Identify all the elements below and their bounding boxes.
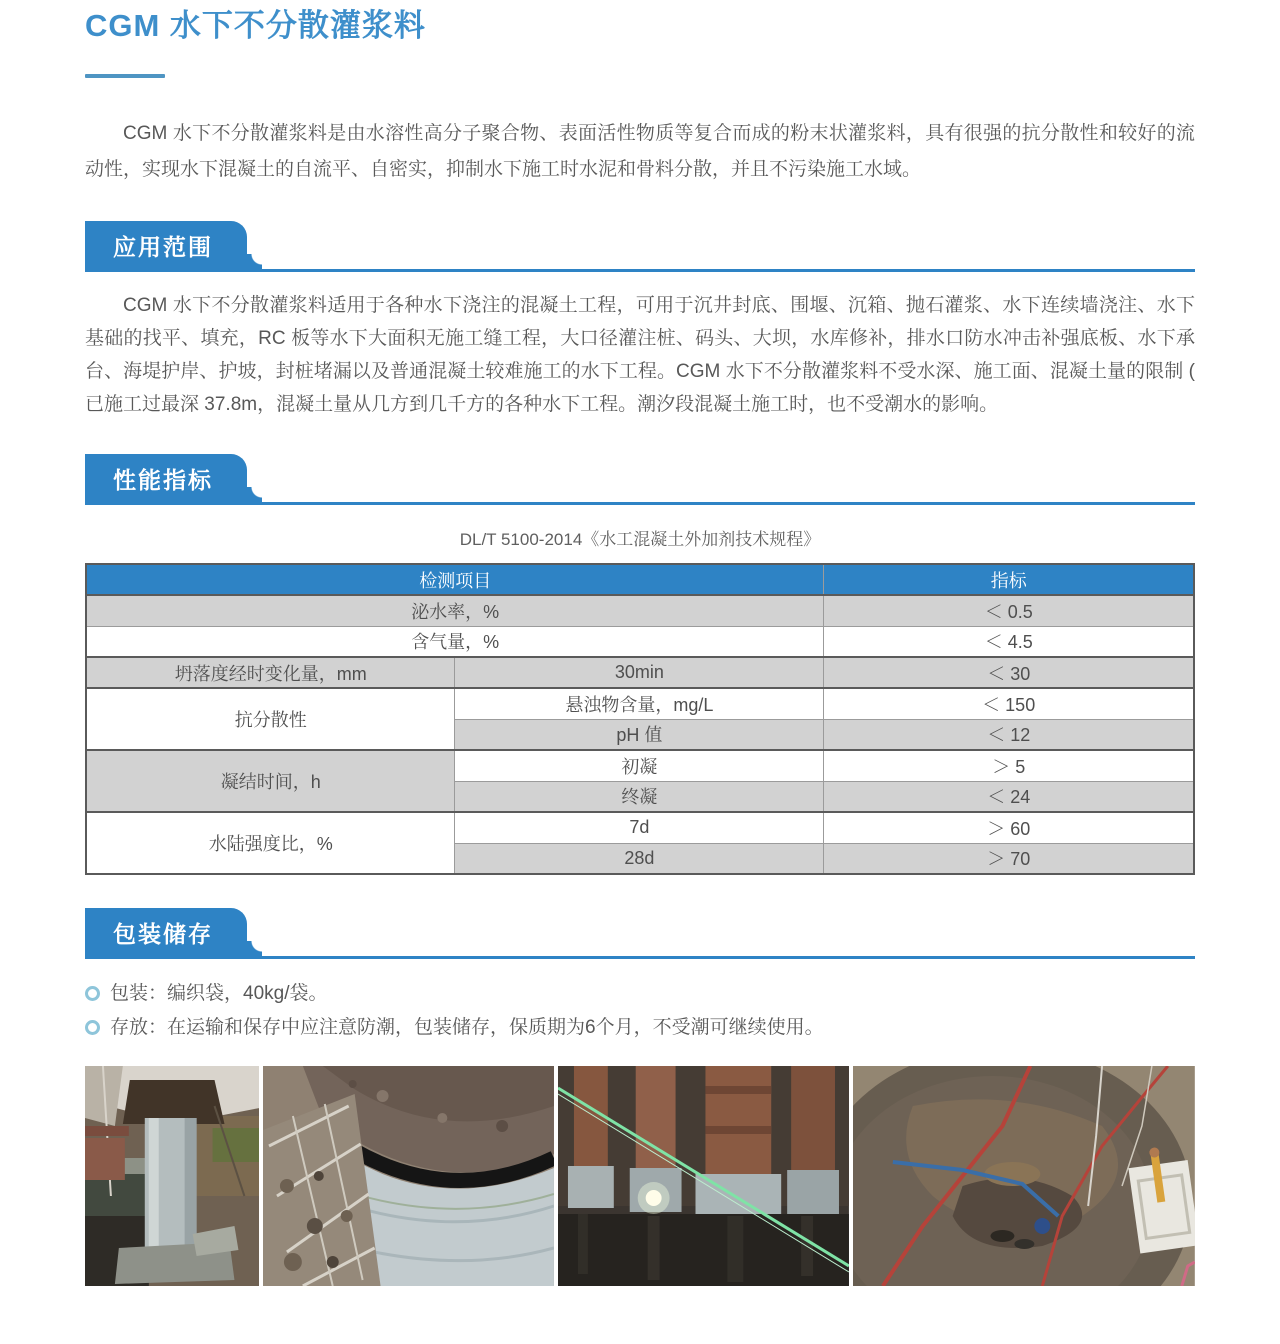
application-paragraph: CGM 水下不分散灌浆料适用于各种水下浇注的混凝土工程，可用于沉井封底、围堰、沉箱、抛石灌浆、水下连续墙浇注、水下基础的找平、填充，RC 板等水下大面积无施工缝工程，大口径灌注桩、码头、大坝，水库修补，排水口防水冲击补强底板、水下承台、海堤护岸、护坡，封桩堵漏以及普通混凝土较难施工的水下工程。CGM 水下不分散灌浆料不受水深、施工面、混凝土量的限制 ( 已施工过最深 37.8m，混凝土量从几方到几千方的各种水下工程。潮汐段混凝土施工时，也不受潮水的影响。 xyxy=(85,295,1195,415)
row-sub-item: 悬浊物含量，mg/L xyxy=(455,688,824,719)
row-sub-item: pH 值 xyxy=(455,719,824,750)
list-item xyxy=(85,977,1195,1010)
bullet-text: 包装：编织袋，40kg/袋。 xyxy=(110,983,328,1004)
row-sub-item: 7d xyxy=(455,812,824,843)
row-sub-item: 28d xyxy=(455,843,824,874)
row-item: 水陆强度比，% xyxy=(86,812,455,874)
table-header-row xyxy=(86,564,1194,595)
project-photo-strip xyxy=(85,1066,1195,1286)
row-item: 含气量，% xyxy=(86,626,824,657)
table-header-value: 指标 xyxy=(824,564,1194,595)
underwater-piers-laser-photo xyxy=(558,1066,849,1286)
table-row xyxy=(86,750,1194,781)
pier-encasement-closeup-photo xyxy=(263,1066,554,1286)
row-value: ＜ 12 xyxy=(824,719,1194,750)
table-row xyxy=(86,595,1194,626)
row-item: 凝结时间，h xyxy=(86,750,455,812)
row-sub-item: 终凝 xyxy=(455,781,824,812)
section-header-performance xyxy=(85,454,1195,505)
row-item: 坍落度经时变化量，mm xyxy=(86,657,455,688)
ring-bullet-icon xyxy=(85,986,100,1001)
performance-table xyxy=(85,563,1195,875)
title-underline xyxy=(85,74,165,78)
section-tab-packaging: 包装储存 xyxy=(85,908,247,956)
section-tab-performance: 性能指标 xyxy=(85,454,247,502)
standard-caption: DL/T 5100-2014《水工混凝土外加剂技术规程》 xyxy=(459,530,821,549)
table-header-item: 检测项目 xyxy=(86,564,824,595)
row-value: ＜ 30 xyxy=(824,657,1194,688)
row-value: ＞ 5 xyxy=(824,750,1194,781)
section-header-packaging xyxy=(85,908,1195,959)
row-value: ＜ 24 xyxy=(824,781,1194,812)
row-item: 抗分散性 xyxy=(86,688,455,750)
pier-column-formwork-photo xyxy=(85,1066,259,1286)
section-tab-application: 应用范围 xyxy=(85,221,247,269)
cofferdam-pit-photo xyxy=(853,1066,1195,1286)
row-value: ＞ 60 xyxy=(824,812,1194,843)
row-item: 泌水率，% xyxy=(86,595,824,626)
section-header-application xyxy=(85,221,1195,272)
row-sub-item: 30min xyxy=(455,657,824,688)
table-row xyxy=(86,812,1194,843)
list-item xyxy=(85,1011,1195,1044)
table-row xyxy=(86,657,1194,688)
row-value: ＜ 0.5 xyxy=(824,595,1194,626)
row-sub-item: 初凝 xyxy=(455,750,824,781)
table-row xyxy=(86,626,1194,657)
row-value: ＜ 4.5 xyxy=(824,626,1194,657)
bullet-text: 存放：在运输和保存中应注意防潮，包装储存，保质期为6个月，不受潮可继续使用。 xyxy=(110,1017,824,1038)
table-row xyxy=(86,688,1194,719)
page-title: CGM 水下不分散灌浆料 xyxy=(85,8,426,43)
row-value: ＜ 150 xyxy=(824,688,1194,719)
packaging-bullet-list xyxy=(85,977,1195,1044)
ring-bullet-icon xyxy=(85,1020,100,1035)
intro-paragraph: CGM 水下不分散灌浆料是由水溶性高分子聚合物、表面活性物质等复合而成的粉末状灌浆料，具有很强的抗分散性和较好的流动性，实现水下混凝土的自流平、自密实，抑制水下施工时水泥和骨料分散，并且不污染施工水域。 xyxy=(85,123,1195,180)
row-value: ＞ 70 xyxy=(824,843,1194,874)
